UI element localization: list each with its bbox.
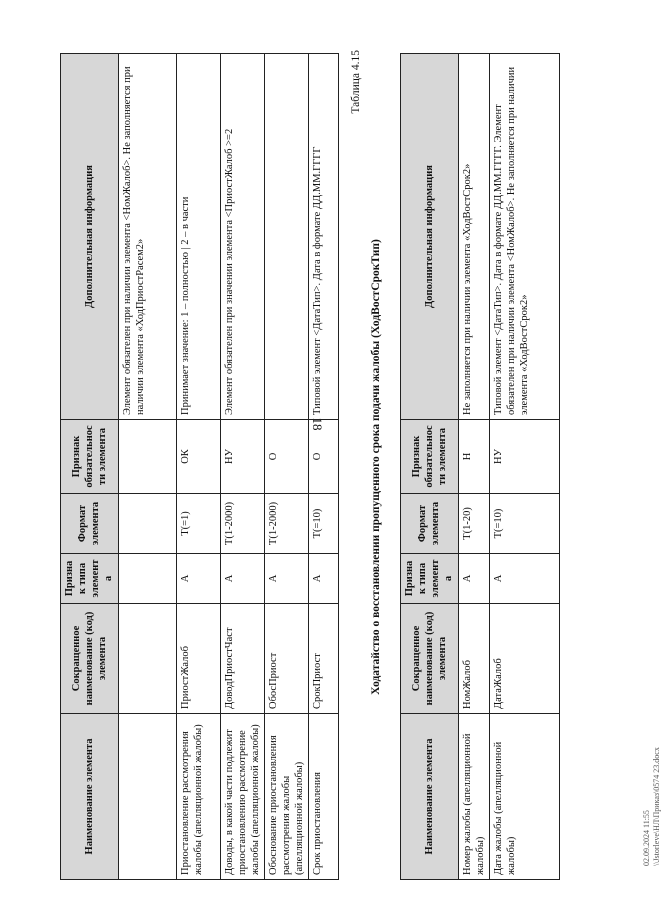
header-short: Сокращенное наименование (код) элемента	[61, 604, 119, 714]
table-row	[458, 54, 489, 880]
table-row	[264, 54, 308, 880]
file-footer	[642, 747, 661, 866]
table-number: Таблица 4.15	[350, 50, 362, 114]
cell-short	[118, 604, 176, 714]
cell-format: Т(=10)	[309, 494, 339, 554]
elements-table-1	[60, 53, 339, 880]
elements-table-2	[400, 53, 560, 880]
cell-info: Типовой элемент <ДатаТип>. Дата в формате ДД.ММ.ГГГГ. Элемент обязателен при наличии элемента <НомЖалоб>. Не заполняется при наличии элемента «ХодВостСрок2»	[489, 54, 559, 420]
cell-info	[264, 54, 308, 420]
cell-short: СрокПриост	[309, 604, 339, 714]
cell-required: ОК	[176, 420, 220, 494]
cell-short: ДатаЖалоб	[489, 604, 559, 714]
cell-short: ДоводПриостЧаст	[220, 604, 264, 714]
cell-short: ОбосПриост	[264, 604, 308, 714]
cell-required: О	[309, 420, 339, 494]
table-header-row	[401, 54, 459, 880]
cell-name: Доводы, в какой части подлежит приостановлению рассмотрение жалобы (апелляционной жалобы)	[220, 714, 264, 880]
cell-required: Н	[458, 420, 489, 494]
cell-short: ПриостЖалоб	[176, 604, 220, 714]
header-required: Признак обязательности элемента	[401, 420, 459, 494]
table-row	[309, 54, 339, 880]
table-row	[118, 54, 176, 880]
header-short: Сокращенное наименование (код) элемента	[401, 604, 459, 714]
footer-timestamp: 02.09.2024 11:55	[642, 810, 651, 866]
cell-info: Элемент обязателен при наличии элемента <НомЖалоб>. Не заполняется при наличии элемента «ХодПриостРасем2»	[118, 54, 176, 420]
cell-format: Т(1-2000)	[264, 494, 308, 554]
cell-name: Приостановление рассмотрения жалобы (апелляционной жалобы)	[176, 714, 220, 880]
cell-name	[118, 714, 176, 880]
cell-name: Номер жалобы (апелляционной жалобы)	[458, 714, 489, 880]
header-type: Признак типа элемента	[401, 554, 459, 604]
table-row	[489, 54, 559, 880]
footer-filepath: \\Jstorleve\НЛ\Приказ\0574 23.docx	[651, 747, 661, 866]
header-info: Дополнительная информация	[61, 54, 119, 420]
header-name: Наименование элемента	[61, 714, 119, 880]
cell-info: Принимает значение: 1 – полностью | 2 – в части	[176, 54, 220, 420]
cell-type: А	[220, 554, 264, 604]
cell-type	[118, 554, 176, 604]
cell-info: Элемент обязателен при значении элемента <ПриостЖалоб >=2	[220, 54, 264, 420]
cell-name: Срок приостановления	[309, 714, 339, 880]
page-number: 18	[310, 417, 325, 431]
cell-required: НУ	[220, 420, 264, 494]
cell-required: НУ	[489, 420, 559, 494]
cell-type: А	[309, 554, 339, 604]
table-caption: Ходатайство о восстановлении пропущенного срока подачи жалобы (ХодВостСрокТип)	[370, 239, 382, 695]
cell-type: А	[489, 554, 559, 604]
header-type: Признак типа элемента	[61, 554, 119, 604]
cell-short: НомЖалоб	[458, 604, 489, 714]
header-format: Формат элемента	[401, 494, 459, 554]
cell-required: О	[264, 420, 308, 494]
cell-format	[118, 494, 176, 554]
rotated-page-content	[60, 20, 661, 880]
cell-format: Т(1-2000)	[220, 494, 264, 554]
cell-type: А	[458, 554, 489, 604]
cell-format: Т(1-20)	[458, 494, 489, 554]
table-row	[220, 54, 264, 880]
cell-name: Дата жалобы (апелляционной жалобы)	[489, 714, 559, 880]
header-required: Признак обязательности элемента	[61, 420, 119, 494]
cell-format: Т(=1)	[176, 494, 220, 554]
header-name: Наименование элемента	[401, 714, 459, 880]
cell-type: А	[176, 554, 220, 604]
header-format: Формат элемента	[61, 494, 119, 554]
cell-required	[118, 420, 176, 494]
cell-name: Обоснование приостановления рассмотрения жалобы (апелляционной жалобы)	[264, 714, 308, 880]
cell-format: Т(=10)	[489, 494, 559, 554]
table-row	[176, 54, 220, 880]
cell-info: Не заполняется при наличии элемента «ХодВостСрок2»	[458, 54, 489, 420]
table-header-row	[61, 54, 119, 880]
header-info: Дополнительная информация	[401, 54, 459, 420]
cell-type: А	[264, 554, 308, 604]
cell-info: Типовой элемент <ДатаТип>. Дата в формате ДД.ММ.ГГГГ	[309, 54, 339, 420]
